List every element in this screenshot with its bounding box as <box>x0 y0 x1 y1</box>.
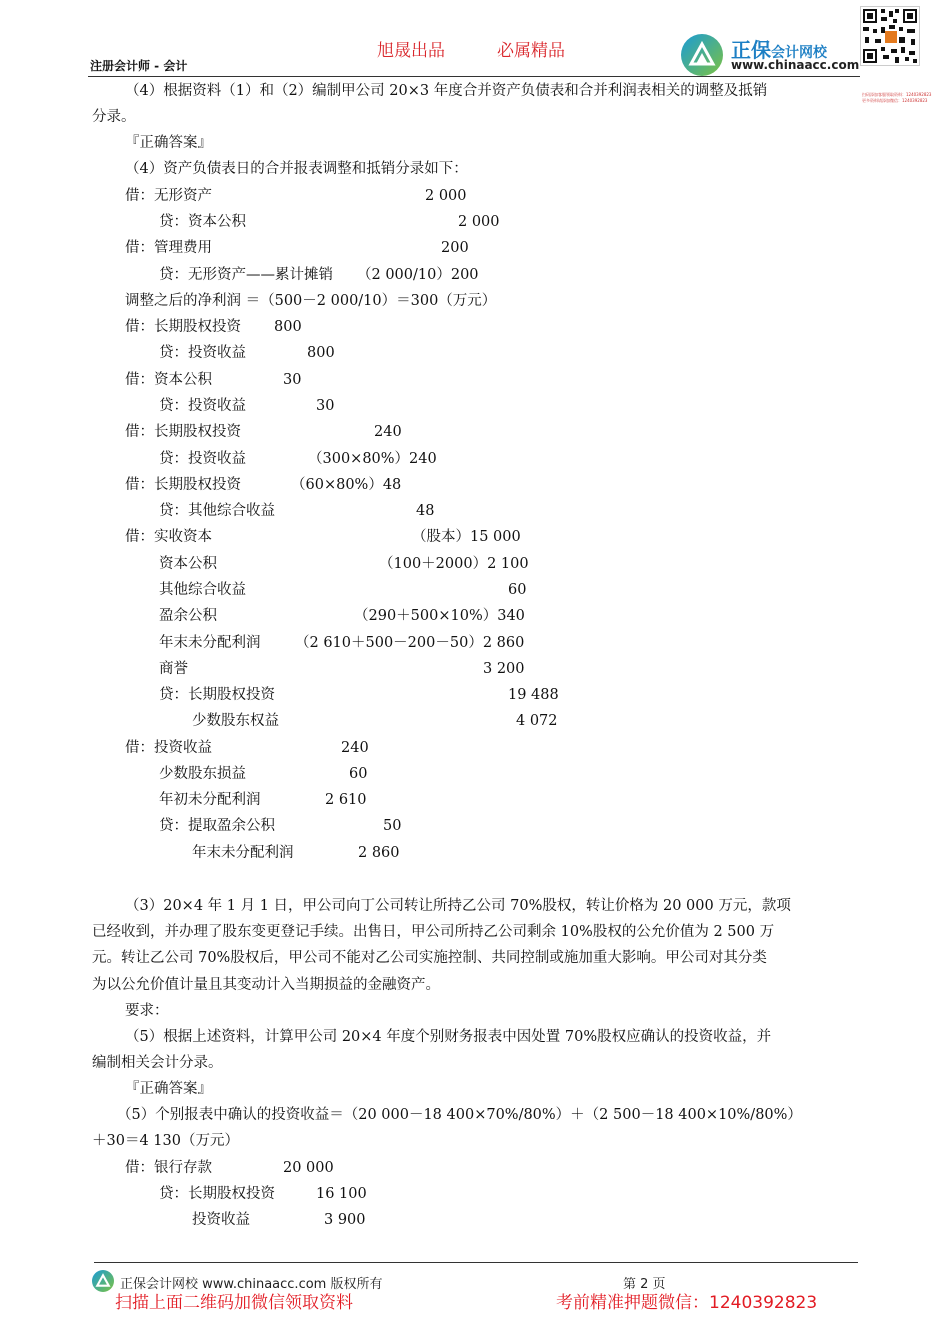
logo-brand-sub: 会计网校 <box>771 45 827 61</box>
text-line: 贷：无形资产——累计摊销 <box>159 267 333 283</box>
text-line: 年末未分配利润 <box>159 635 261 651</box>
amount: 48 <box>416 503 435 519</box>
text-line: 年初未分配利润 <box>159 792 261 808</box>
text-line: 少数股东损益 <box>159 766 246 782</box>
footer-divider <box>94 1262 858 1263</box>
amount: 2 860 <box>358 845 400 861</box>
header-divider <box>88 76 860 77</box>
text-line: 调整之后的净利润 ＝（500－2 000/10）＝300（万元） <box>125 293 497 309</box>
text-line: 贷：长期股权投资 <box>159 1186 275 1202</box>
amount: （60×80%）48 <box>291 477 402 493</box>
text-line: 已经收到，并办理了股东变更登记手续。出售日，甲公司所持乙公司剩余 10%股权的公允价值为 2 500 万 <box>92 924 775 940</box>
text-line: 编制相关会计分录。 <box>92 1055 223 1071</box>
text-line: 贷：长期股权投资 <box>159 687 275 703</box>
amount: 3 900 <box>324 1212 366 1228</box>
amount: （300×80%）240 <box>308 451 437 467</box>
amount: （2 610＋500－200－50）2 860 <box>295 635 525 651</box>
logo-url: www.chinaacc.com <box>731 58 860 72</box>
text-line: 元。转让乙公司 70%股权后，甲公司不能对乙公司实施控制、共同控制或施加重大影响。甲公司对其分类 <box>92 950 767 966</box>
text-line: 借：资本公积 <box>125 372 212 388</box>
text-line: 资本公积 <box>159 556 217 572</box>
text-line: 盈余公积 <box>159 608 217 624</box>
header-slogan-left: 旭晟出品 <box>377 41 445 61</box>
text-line: 要求： <box>125 1003 169 1019</box>
amount: 50 <box>383 818 402 834</box>
course-title: 注册会计师 - 会计 <box>90 59 188 73</box>
amount: 2 000 <box>425 188 467 204</box>
text-line: 『正确答案』 <box>125 135 212 151</box>
amount: 4 072 <box>516 713 558 729</box>
text-line: 贷：资本公积 <box>159 214 246 230</box>
text-line: 贷：投资收益 <box>159 398 246 414</box>
text-line: 贷：投资收益 <box>159 451 246 467</box>
amount: 16 100 <box>316 1186 367 1202</box>
logo-brand-name: 正保 <box>731 38 771 62</box>
amount: 20 000 <box>283 1160 334 1176</box>
text-line: 年末未分配利润 <box>192 845 294 861</box>
text-line: 为以公允价值计量且其变动计入当期损益的金融资产。 <box>92 977 440 993</box>
qr-code-icon <box>860 6 920 66</box>
text-line: 借：实收资本 <box>125 529 212 545</box>
chinaacc-logo-icon <box>92 1270 114 1292</box>
promo-left: 扫描上面二维码加微信领取资料 <box>115 1293 353 1313</box>
amount: 19 488 <box>508 687 559 703</box>
text-line: （4）根据资料（1）和（2）编制甲公司 20×3 年度合并资产负债表和合并利润表相关的调整及抵销 <box>125 83 768 99</box>
amount: （股本）15 000 <box>412 529 521 545</box>
qr-caption-line: 扫码添加客服领取资料：1240392823 <box>862 92 932 97</box>
text-line: 少数股东权益 <box>192 713 279 729</box>
text-line: 贷：投资收益 <box>159 345 246 361</box>
text-line: 借：无形资产 <box>125 188 212 204</box>
text-line: （3）20×4 年 1 月 1 日，甲公司向丁公司转让所持乙公司 70%股权，转让价格为 20 000 万元，款项 <box>125 898 791 914</box>
amount: （290＋500×10%）340 <box>354 608 525 624</box>
amount: 200 <box>441 240 469 256</box>
text-line: 贷：其他综合收益 <box>159 503 275 519</box>
header-slogan-right: 必属精品 <box>497 41 565 61</box>
text-line: 借：长期股权投资 <box>125 477 241 493</box>
amount: 240 <box>374 424 402 440</box>
text-line: （5）根据上述资料，计算甲公司 20×4 年度个别财务报表中因处置 70%股权应确认的投资收益，并 <box>125 1029 772 1045</box>
text-line: 『正确答案』 <box>125 1081 212 1097</box>
promo-right: 考前精准押题微信：1240392823 <box>556 1293 818 1313</box>
qr-caption <box>862 92 948 104</box>
amount: 60 <box>508 582 527 598</box>
text-line: 借：银行存款 <box>125 1160 212 1176</box>
chinaacc-logo-icon <box>681 34 723 76</box>
amount: 800 <box>274 319 302 335</box>
amount: 3 200 <box>483 661 525 677</box>
amount: 240 <box>341 740 369 756</box>
amount: （100＋2000）2 100 <box>379 556 529 572</box>
text-line: 分录。 <box>92 109 136 125</box>
text-line: 商誉 <box>159 661 188 677</box>
text-line: 其他综合收益 <box>159 582 246 598</box>
amount: 2 610 <box>325 792 367 808</box>
page-number: 第 2 页 <box>623 1277 666 1292</box>
text-line: （5）个别报表中确认的投资收益＝（20 000－18 400×70%/80%）＋（2 500－18 400×10%/80%） <box>117 1107 802 1123</box>
amount: （2 000/10）200 <box>357 267 479 283</box>
amount: 60 <box>349 766 368 782</box>
text-line: 借：长期股权投资 <box>125 319 241 335</box>
text-line: 借：投资收益 <box>125 740 212 756</box>
text-line: 借：管理费用 <box>125 240 212 256</box>
text-line: 借：长期股权投资 <box>125 424 241 440</box>
amount: 30 <box>283 372 302 388</box>
text-line: （4）资产负债表日的合并报表调整和抵销分录如下： <box>125 161 468 177</box>
amount: 30 <box>316 398 335 414</box>
amount: 2 000 <box>458 214 500 230</box>
text-line: ＋30＝4 130（万元） <box>92 1133 239 1149</box>
text-line: 投资收益 <box>192 1212 250 1228</box>
footer-copyright: 正保会计网校 www.chinaacc.com 版权所有 <box>120 1277 383 1292</box>
text-line: 贷：提取盈余公积 <box>159 818 275 834</box>
qr-caption-line: 更多资料请添加微信：1240392823 <box>862 98 928 103</box>
amount: 800 <box>307 345 335 361</box>
